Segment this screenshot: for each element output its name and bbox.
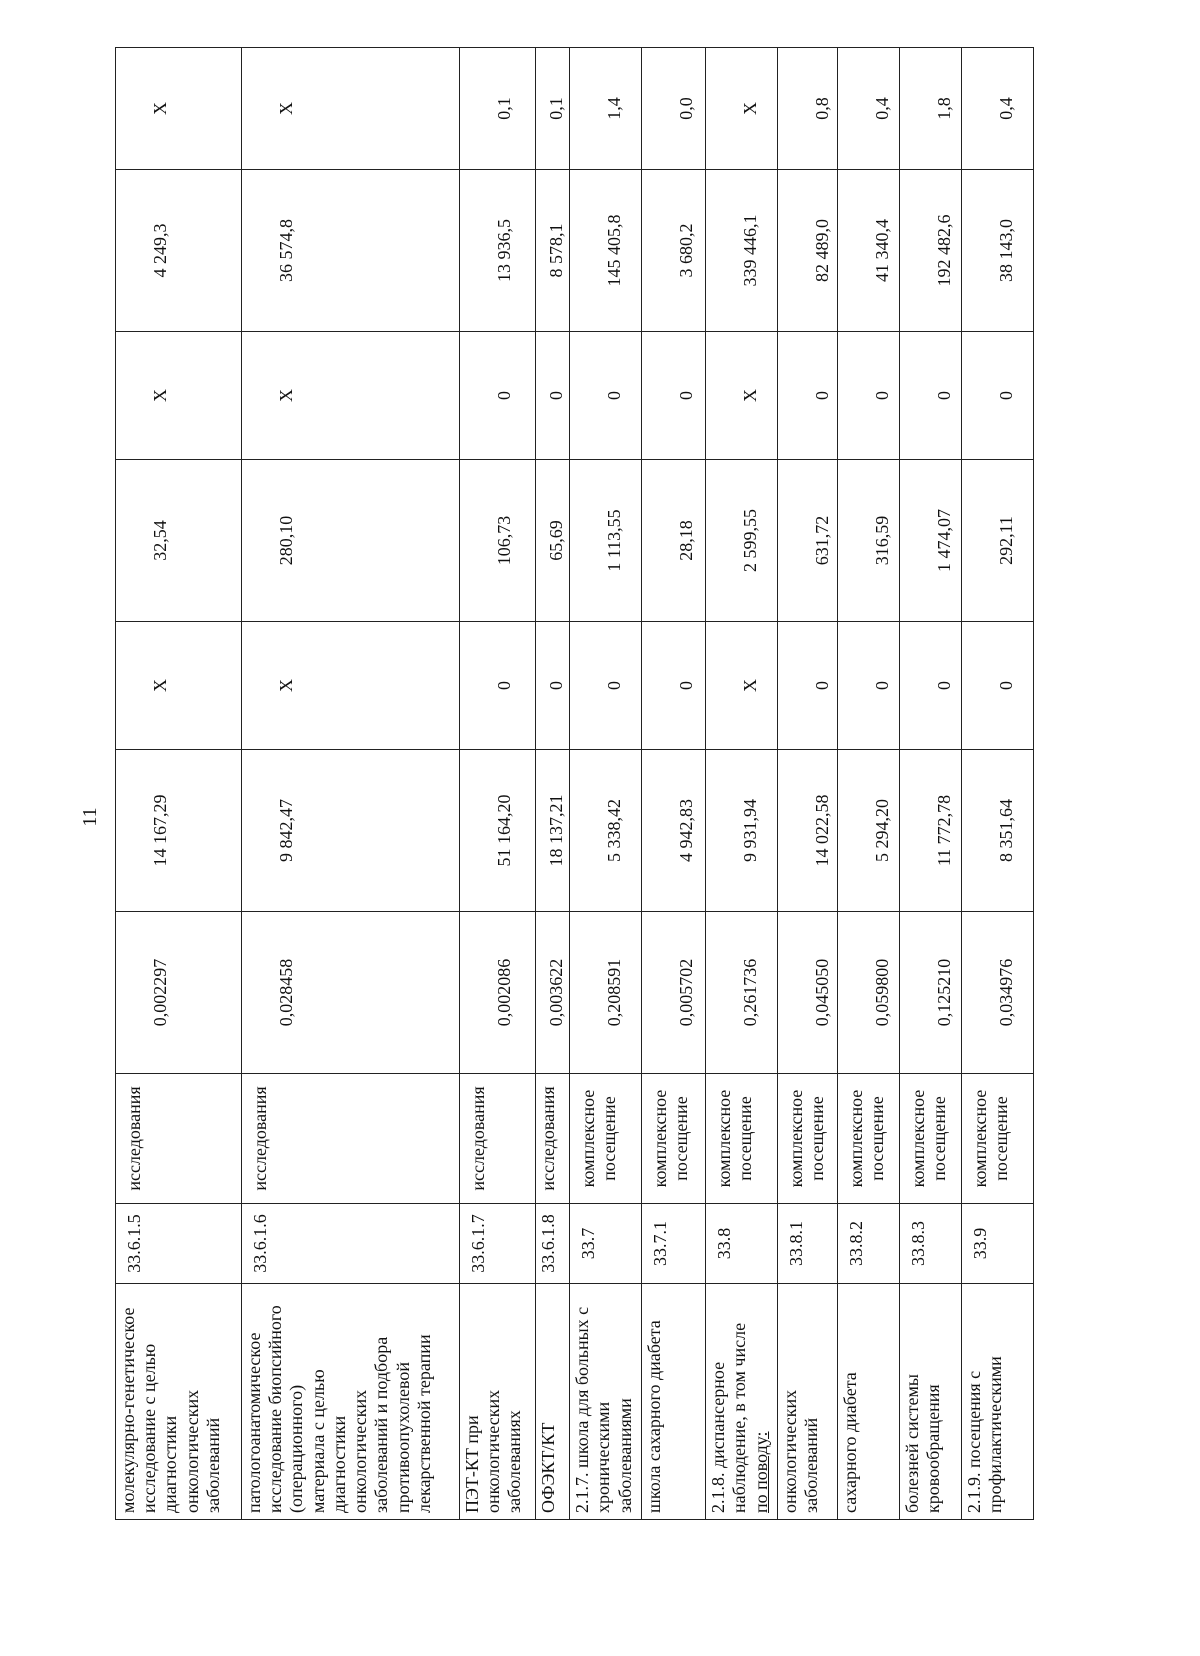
row-c9-cell: 13 936,5 (460, 170, 536, 332)
row-code-cell: 33.8.3 (900, 1204, 962, 1284)
row-code-cell: 33.7 (570, 1204, 642, 1284)
row-c6-cell: 0 (460, 622, 536, 750)
row-unit-cell: комплексное посещение (900, 1074, 962, 1204)
row-c7-cell: 292,11 (962, 460, 1034, 622)
row-cost-cell: 14 167,29 (116, 750, 242, 912)
row-c10-cell: 0,0 (642, 48, 706, 170)
row-code-cell: 33.9 (962, 1204, 1034, 1284)
row-unit-cell: исследования (460, 1074, 536, 1204)
row-unit-cell: комплексное посещение (706, 1074, 778, 1204)
row-name-cell: онкологических заболеваний (778, 1284, 838, 1520)
row-norm-cell: 0,002086 (460, 912, 536, 1074)
row-code-cell: 33.6.1.6 (242, 1204, 460, 1284)
row-c7-cell: 106,73 (460, 460, 536, 622)
row-c6-cell: 0 (962, 622, 1034, 750)
row-name-cell: ОФЭКТ/КТ (536, 1284, 570, 1520)
row-cost-cell: 9 931,94 (706, 750, 778, 912)
row-c7-cell: 1 113,55 (570, 460, 642, 622)
row-code-cell: 33.8 (706, 1204, 778, 1284)
row-c6-cell: 0 (570, 622, 642, 750)
row-c8-cell: X (706, 332, 778, 460)
row-unit-cell: исследования (116, 1074, 242, 1204)
row-c8-cell: 0 (900, 332, 962, 460)
row-name-cell: молекулярно-генетическое исследование с целью диагностики онкологических заболеваний (116, 1284, 242, 1520)
row-norm-cell: 0,002297 (116, 912, 242, 1074)
row-code-cell: 33.8.1 (778, 1204, 838, 1284)
row-c6-cell: 0 (778, 622, 838, 750)
table-row (570, 48, 642, 1520)
row-code-cell: 33.6.1.5 (116, 1204, 242, 1284)
row-unit-cell: комплексное посещение (778, 1074, 838, 1204)
row-norm-cell: 0,005702 (642, 912, 706, 1074)
row-c8-cell: 0 (536, 332, 570, 460)
row-name-cell: школа сахарного диабета (642, 1284, 706, 1520)
row-c7-cell: 631,72 (778, 460, 838, 622)
row-c8-cell: X (242, 332, 460, 460)
row-c8-cell: 0 (642, 332, 706, 460)
row-unit-cell: комплексное посещение (838, 1074, 900, 1204)
row-name-cell: 2.1.7. школа для больных с хроническими заболеваниями (570, 1284, 642, 1520)
row-norm-cell: 0,003622 (536, 912, 570, 1074)
row-c8-cell: 0 (838, 332, 900, 460)
row-c9-cell: 41 340,4 (838, 170, 900, 332)
row-c7-cell: 2 599,55 (706, 460, 778, 622)
row-c9-cell: 192 482,6 (900, 170, 962, 332)
row-cost-cell: 5 294,20 (838, 750, 900, 912)
row-unit-cell: исследования (536, 1074, 570, 1204)
row-c10-cell: 0,4 (838, 48, 900, 170)
row-c7-cell: 316,59 (838, 460, 900, 622)
row-unit-cell: комплексное посещение (570, 1074, 642, 1204)
row-name-cell: болезней системы кровообращения (900, 1284, 962, 1520)
financing-norms-table (115, 47, 1034, 1520)
row-c9-cell: 38 143,0 (962, 170, 1034, 332)
row-c9-cell: 82 489,0 (778, 170, 838, 332)
row-cost-cell: 4 942,83 (642, 750, 706, 912)
row-code-cell: 33.6.1.7 (460, 1204, 536, 1284)
table-row (642, 48, 706, 1520)
row-c8-cell: 0 (778, 332, 838, 460)
row-c10-cell: X (116, 48, 242, 170)
row-name-cell: патологоанатомическое исследование биопсийного (операционного) материала с целью диагностики онкологических заболеваний и подбора противоопухолевой лекарственной терапии (242, 1284, 460, 1520)
row-c10-cell: 0,1 (536, 48, 570, 170)
row-cost-cell: 9 842,47 (242, 750, 460, 912)
row-name-cell: 2.1.8. диспансерное наблюдение, в том числе по поводу: (706, 1284, 778, 1520)
row-c6-cell: 0 (642, 622, 706, 750)
row-c6-cell: 0 (838, 622, 900, 750)
table-row (536, 48, 570, 1520)
page-number: 11 (79, 807, 101, 827)
row-c6-cell: 0 (536, 622, 570, 750)
row-name-cell: сахарного диабета (838, 1284, 900, 1520)
row-norm-cell: 0,059800 (838, 912, 900, 1074)
row-c8-cell: 0 (962, 332, 1034, 460)
row-c10-cell: X (242, 48, 460, 170)
row-c6-cell: X (116, 622, 242, 750)
row-cost-cell: 11 772,78 (900, 750, 962, 912)
row-cost-cell: 18 137,21 (536, 750, 570, 912)
row-c7-cell: 1 474,07 (900, 460, 962, 622)
row-name-cell: 2.1.9. посещения с профилактическими (962, 1284, 1034, 1520)
row-c7-cell: 28,18 (642, 460, 706, 622)
row-norm-cell: 0,261736 (706, 912, 778, 1074)
row-unit-cell: комплексное посещение (642, 1074, 706, 1204)
row-c9-cell: 3 680,2 (642, 170, 706, 332)
table-row (116, 48, 242, 1520)
row-norm-cell: 0,208591 (570, 912, 642, 1074)
row-c10-cell: 1,8 (900, 48, 962, 170)
row-c7-cell: 32,54 (116, 460, 242, 622)
table-row (962, 48, 1034, 1520)
row-norm-cell: 0,045050 (778, 912, 838, 1074)
row-unit-cell: комплексное посещение (962, 1074, 1034, 1204)
row-code-cell: 33.8.2 (838, 1204, 900, 1284)
row-c9-cell: 36 574,8 (242, 170, 460, 332)
row-norm-cell: 0,125210 (900, 912, 962, 1074)
row-c9-cell: 339 446,1 (706, 170, 778, 332)
table-row (242, 48, 460, 1520)
row-c6-cell: X (706, 622, 778, 750)
row-c10-cell: 1,4 (570, 48, 642, 170)
row-cost-cell: 51 164,20 (460, 750, 536, 912)
row-name-cell: ПЭТ-КТ при онкологических заболеваниях (460, 1284, 536, 1520)
row-c10-cell: 0,1 (460, 48, 536, 170)
row-c7-cell: 280,10 (242, 460, 460, 622)
row-c6-cell: X (242, 622, 460, 750)
row-cost-cell: 5 338,42 (570, 750, 642, 912)
row-c10-cell: 0,8 (778, 48, 838, 170)
row-norm-cell: 0,028458 (242, 912, 460, 1074)
table-row (706, 48, 778, 1520)
row-c9-cell: 4 249,3 (116, 170, 242, 332)
row-c10-cell: 0,4 (962, 48, 1034, 170)
row-code-cell: 33.7.1 (642, 1204, 706, 1284)
row-c9-cell: 8 578,1 (536, 170, 570, 332)
row-c10-cell: X (706, 48, 778, 170)
row-c6-cell: 0 (900, 622, 962, 750)
table-row (838, 48, 900, 1520)
row-cost-cell: 14 022,58 (778, 750, 838, 912)
row-code-cell: 33.6.1.8 (536, 1204, 570, 1284)
row-c8-cell: 0 (570, 332, 642, 460)
row-unit-cell: исследования (242, 1074, 460, 1204)
row-norm-cell: 0,034976 (962, 912, 1034, 1074)
table-row (460, 48, 536, 1520)
row-cost-cell: 8 351,64 (962, 750, 1034, 912)
row-c7-cell: 65,69 (536, 460, 570, 622)
row-c9-cell: 145 405,8 (570, 170, 642, 332)
row-c8-cell: X (116, 332, 242, 460)
table-row (900, 48, 962, 1520)
table-row (778, 48, 838, 1520)
rotated-table-container (115, 48, 1031, 1520)
row-c8-cell: 0 (460, 332, 536, 460)
